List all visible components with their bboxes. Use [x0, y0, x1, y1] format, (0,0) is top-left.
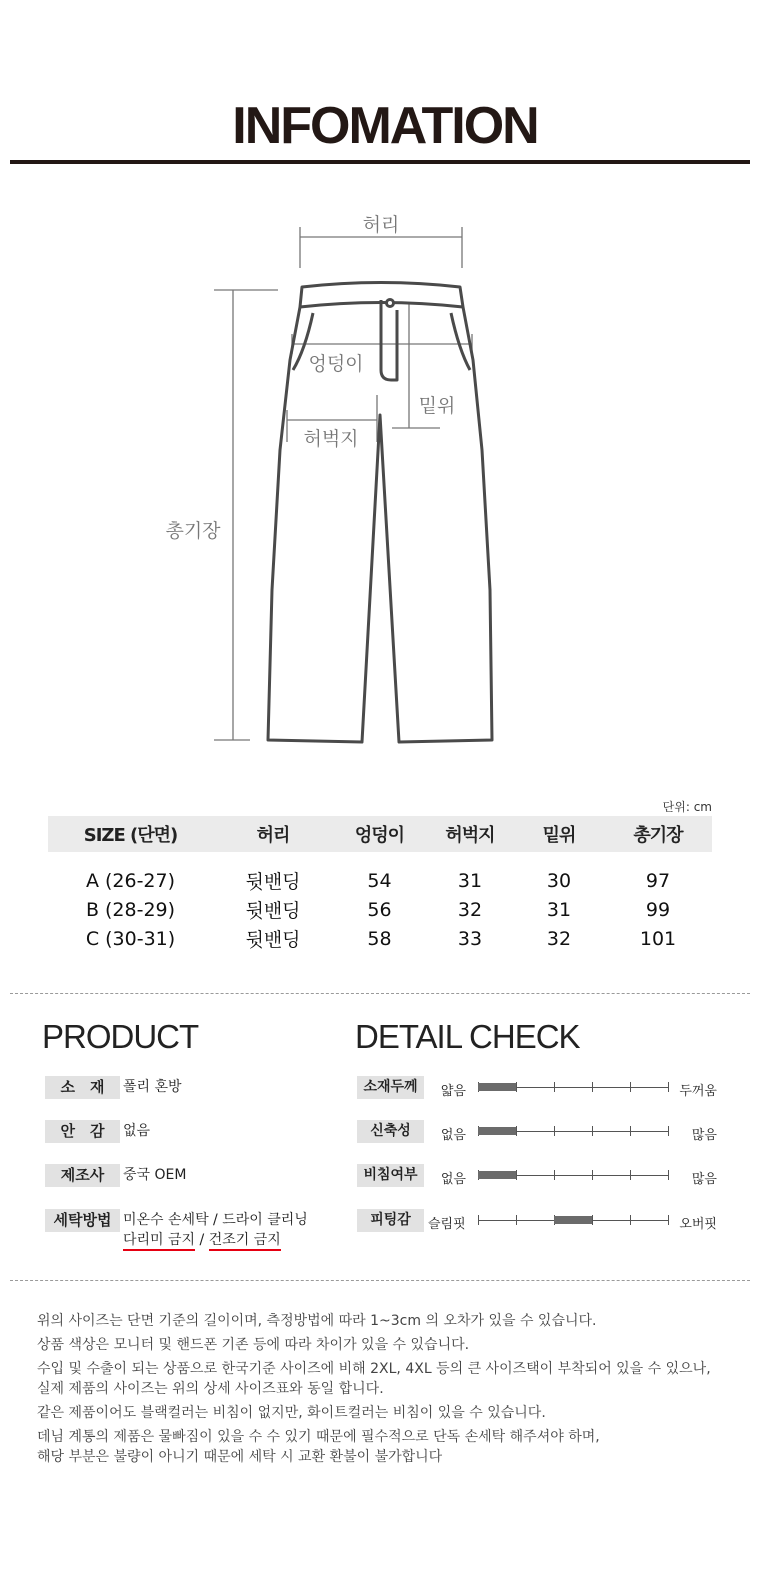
notes-block [37, 1311, 737, 1467]
note-2: 상품 색상은 모니터 및 핸드폰 기존 등에 따라 차이가 있을 수 있습니다. [37, 1337, 470, 1353]
note-5: 같은 제품이어도 블랙컬러는 비침이 없지만, 화이트컬러는 비침이 있을 수 있습니다. [37, 1405, 546, 1421]
scale-tick [668, 1170, 669, 1180]
detail-right-sheer: 많음 [691, 1172, 717, 1187]
label-length: 총기장 [165, 520, 221, 542]
pants-diagram [0, 190, 770, 760]
col-length: 총기장 [604, 816, 712, 852]
wash-line1: 미온수 손세탁 / 드라이 클리닝 [123, 1212, 308, 1228]
detail-label-fit: 피팅감 [357, 1209, 424, 1232]
section-divider [10, 993, 750, 994]
detail-scale-stretch [478, 1131, 668, 1132]
unit-note: 단위: cm [662, 800, 712, 814]
pants-outline [268, 283, 492, 743]
detail-right-fit: 오버핏 [679, 1217, 717, 1232]
detail-right-stretch: 많음 [691, 1128, 717, 1143]
product-value-material: 폴리 혼방 [123, 1079, 182, 1095]
cell: 뒷밴딩 [245, 929, 301, 951]
cell: 58 [367, 927, 392, 950]
cell: 97 [645, 869, 671, 892]
section-divider [10, 1280, 750, 1281]
cell: 31 [546, 898, 572, 921]
table-row [48, 852, 712, 895]
scale-fill [554, 1216, 592, 1224]
scale-tick [592, 1082, 593, 1092]
table-row [48, 895, 712, 924]
scale-tick [478, 1215, 479, 1225]
col-thigh: 허벅지 [426, 816, 514, 852]
col-waist: 허리 [213, 816, 333, 852]
scale-tick [668, 1126, 669, 1136]
scale-tick [516, 1082, 517, 1092]
product-label-lining: 안 감 [45, 1120, 120, 1143]
cell: 뒷밴딩 [245, 900, 301, 922]
product-label-material: 소 재 [45, 1076, 120, 1099]
detail-label-sheer: 비침여부 [357, 1164, 424, 1187]
label-waist: 허리 [362, 214, 400, 236]
detail-left-stretch: 없음 [440, 1128, 466, 1143]
detail-left-sheer: 없음 [440, 1172, 466, 1187]
wash-line2 [123, 1230, 308, 1250]
note-6: 데님 계통의 제품은 물빠짐이 있을 수 수 있기 때문에 필수적으로 단독 손세탁 해주셔야 하며, [37, 1429, 600, 1445]
col-hip: 엉덩이 [333, 816, 426, 852]
cell: 뒷밴딩 [245, 871, 301, 893]
scale-tick [630, 1126, 631, 1136]
title-divider [10, 160, 750, 164]
scale-tick [630, 1170, 631, 1180]
col-rise: 밑위 [514, 816, 604, 852]
scale-tick [516, 1126, 517, 1136]
cell: 30 [546, 869, 572, 892]
product-label-maker: 제조사 [45, 1164, 120, 1187]
scale-fill [478, 1127, 516, 1135]
scale-tick [516, 1215, 517, 1225]
no-dryer-text: 건조기 금지 [209, 1232, 281, 1251]
scale-tick [668, 1215, 669, 1225]
note-7: 해당 부분은 불량이 아니기 때문에 세탁 시 교환 환불이 불가합니다 [37, 1449, 443, 1465]
product-label-wash: 세탁방법 [45, 1209, 120, 1232]
cell: 101 [639, 927, 677, 950]
scale-tick [554, 1170, 555, 1180]
scale-tick [592, 1215, 593, 1225]
detail-title: DETAIL CHECK [355, 1018, 580, 1055]
col-size: SIZE (단면) [48, 816, 213, 852]
scale-tick [554, 1126, 555, 1136]
cell: 33 [457, 927, 483, 950]
cell: A (26-27) [85, 869, 176, 892]
cell: 56 [367, 898, 392, 921]
scale-tick [630, 1082, 631, 1092]
scale-tick [668, 1082, 669, 1092]
cell: 32 [546, 927, 572, 950]
scale-fill [478, 1083, 516, 1091]
detail-left-thickness: 얇음 [440, 1084, 466, 1099]
cell: 54 [367, 869, 392, 892]
product-title: PRODUCT [42, 1018, 199, 1055]
note-4: 실제 제품의 사이즈는 위의 상세 사이즈표와 동일 합니다. [37, 1381, 384, 1397]
size-table [48, 816, 712, 953]
scale-tick [516, 1170, 517, 1180]
wash-separator: / [199, 1232, 205, 1248]
table-row [48, 924, 712, 953]
note-3: 수입 및 수출이 되는 상품으로 한국기준 사이즈에 비해 2XL, 4XL 등의 큰 사이즈택이 부착되어 있을 수 있으나, [37, 1361, 711, 1377]
label-hip: 엉덩이 [308, 353, 364, 375]
cell: C (30-31) [85, 927, 176, 950]
size-table-header [48, 816, 712, 852]
label-thigh: 허벅지 [303, 428, 359, 450]
scale-fill [478, 1171, 516, 1179]
product-value-maker: 중국 OEM [123, 1167, 187, 1183]
detail-scale-sheer [478, 1175, 668, 1176]
label-rise: 밑위 [418, 395, 456, 417]
detail-label-stretch: 신축성 [357, 1120, 424, 1143]
cell: B (28-29) [85, 898, 176, 921]
detail-left-fit: 슬림핏 [428, 1217, 466, 1232]
detail-scale-fit [478, 1220, 668, 1221]
note-1: 위의 사이즈는 단면 기준의 길이이며, 측정방법에 따라 1~3cm 의 오차가 있을 수 있습니다. [37, 1313, 597, 1329]
detail-label-thickness: 소재두께 [357, 1076, 424, 1099]
product-value-wash [123, 1210, 308, 1250]
cell: 99 [645, 898, 671, 921]
detail-scale-thickness [478, 1087, 668, 1088]
scale-tick [630, 1215, 631, 1225]
scale-tick [592, 1126, 593, 1136]
no-iron-text: 다리미 금지 [123, 1232, 195, 1251]
scale-tick [554, 1082, 555, 1092]
cell: 31 [457, 869, 483, 892]
detail-right-thickness: 두꺼움 [679, 1084, 717, 1099]
cell: 32 [457, 898, 483, 921]
scale-tick [592, 1170, 593, 1180]
product-value-lining: 없음 [123, 1123, 151, 1139]
page-title: INFOMATION [232, 97, 538, 155]
